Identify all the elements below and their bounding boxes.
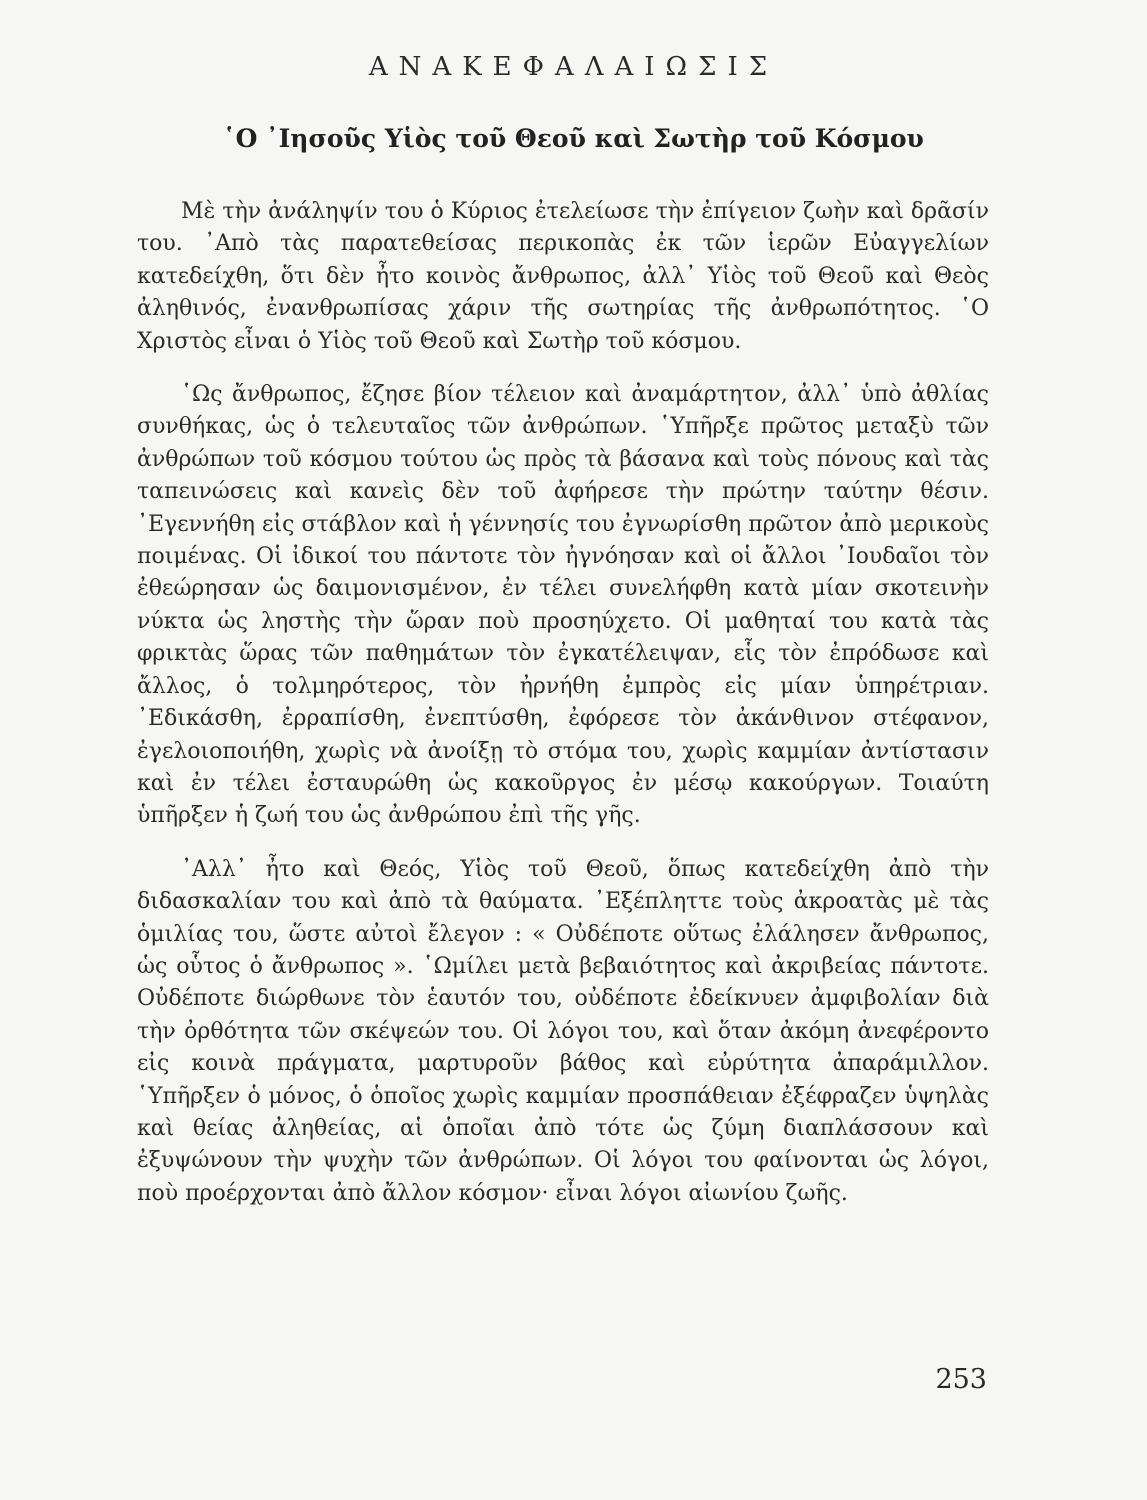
paragraph: Μὲ τὴν ἀνάληψίν του ὁ Κύριος ἐτελείωσε τὴν ἐπίγειον ζωὴν καὶ δρᾶσίν του. ᾿Απὸ τὰς παρατεθείσας περικοπὰς ἐκ τῶν ἱερῶν Εὐαγγελίων κατεδείχθη, ὅτι δὲν ἦτο κοινὸς ἄνθρωπος, ἀλλ᾿ Υἱὸς τοῦ Θεοῦ καὶ Θεὸς ἀληθινός, ἐνανθρωπίσας χάριν τῆς σωτηρίας τῆς ἀνθρωπότητος. ῾Ο Χριστὸς εἶναι ὁ Υἱὸς τοῦ Θεοῦ καὶ Σωτὴρ τοῦ κόσμου. [137, 199, 989, 354]
chapter-heading: ΑΝΑΚΕΦΑΛΑΙΩΣΙΣ [368, 52, 779, 82]
body-text [137, 196, 989, 1210]
paragraph: ῾Ως ἄνθρωπος, ἔζησε βίον τέλειον καὶ ἀναμάρτητον, ἀλλ᾿ ὑπὸ ἀθλίας συνθήκας, ὡς ὁ τελευταῖος τῶν ἀνθρώπων. ῾Υπῆρξε πρῶτος μεταξὺ τῶν ἀνθρώπων τοῦ κόσμου τούτου ὡς πρὸς τὰ βάσανα καὶ τοὺς πόνους καὶ τὰς ταπεινώσεις καὶ κανεὶς δὲν τοῦ ἀφήρεσε τὴν πρώτην ταύτην θέσιν. ᾿Εγεννήθη εἰς στάβλον καὶ ἡ γέννησίς του ἐγνωρίσθη πρῶτον ἀπὸ μερικοὺς ποιμένας. Οἱ ἰδικοί του πάντοτε τὸν ἠγνόησαν καὶ οἱ ἄλλοι ᾿Ιουδαῖοι τὸν ἐθεώρησαν ὡς δαιμονισμένον, ἐν τέλει συνελήφθη κατὰ μίαν σκοτεινὴν νύκτα ὡς ληστὴς τὴν ὥραν ποὺ προσηύχετο. Οἱ μαθηταί του κατὰ τὰς φρικτὰς ὥρας τῶν παθημάτων τὸν ἐγκατέλειψαν, εἷς τὸν ἐπρόδωσε καὶ ἄλλος, ὁ τολμηρότερος, τὸν ἠρνήθη ἐμπρὸς εἰς μίαν ὑπηρέτριαν. ᾿Εδικάσθη, ἐρραπίσθη, ἐνεπτύσθη, ἐφόρεσε τὸν ἀκάνθινον στέφανον, ἐγελοιοποιήθη, χωρὶς νὰ ἀνοίξῃ τὸ στόμα του, χωρὶς καμμίαν ἀντίστασιν καὶ ἐν τέλει ἐσταυρώθη ὡς κακοῦργος ἐν μέσῳ κακούργων. Τοιαύτη ὑπῆρξεν ἡ ζωή του ὡς ἀνθρώπου ἐπὶ τῆς γῆς. [137, 382, 989, 829]
paragraph: ᾿Αλλ᾿ ἦτο καὶ Θεός, Υἱὸς τοῦ Θεοῦ, ὅπως κατεδείχθη ἀπὸ τὴν διδασκαλίαν του καὶ ἀπὸ τὰ θαύματα. ᾿Εξέπληττε τοὺς ἀκροατὰς μὲ τὰς ὁμιλίας του, ὥστε αὐτοὶ ἔλεγον : « Οὐδέποτε οὕτως ἐλάλησεν ἄνθρωπος, ὡς οὗτος ὁ ἄνθρωπος ». ῾Ωμίλει μετὰ βεβαιότητος καὶ ἀκριβείας πάντοτε. Οὐδέποτε διώρθωνε τὸν ἑαυτόν του, οὐδέποτε ἐδείκνυεν ἀμφιβολίαν διὰ τὴν ὀρθότητα τῶν σκέψεών του. Οἱ λόγοι του, καὶ ὅταν ἀκόμη ἀνεφέροντο εἰς κοινὰ πράγματα, μαρτυροῦν βάθος καὶ εὐρύτητα ἀπαράμιλλον. ῾Υπῆρξεν ὁ μόνος, ὁ ὁποῖος χωρὶς καμμίαν προσπάθειαν ἐξέφραζεν ὑψηλὰς καὶ θείας ἀληθείας, αἱ ὁποῖαι ἀπὸ τότε ὡς ζύμη διαπλάσσουν καὶ ἐξυψώνουν τὴν ψυχὴν τῶν ἀνθρώπων. Οἱ λόγοι του φαίνονται ὡς λόγοι, ποὺ προέρχονται ἀπὸ ἄλλον κόσμον· εἶναι λόγοι αἰωνίου ζωῆς. [137, 856, 989, 1206]
page-number: 253 [935, 1364, 987, 1395]
section-subheading: ῾Ο ᾿Ιησοῦς Υἱὸς τοῦ Θεοῦ καὶ Σωτὴρ τοῦ Κόσμου [223, 124, 924, 153]
